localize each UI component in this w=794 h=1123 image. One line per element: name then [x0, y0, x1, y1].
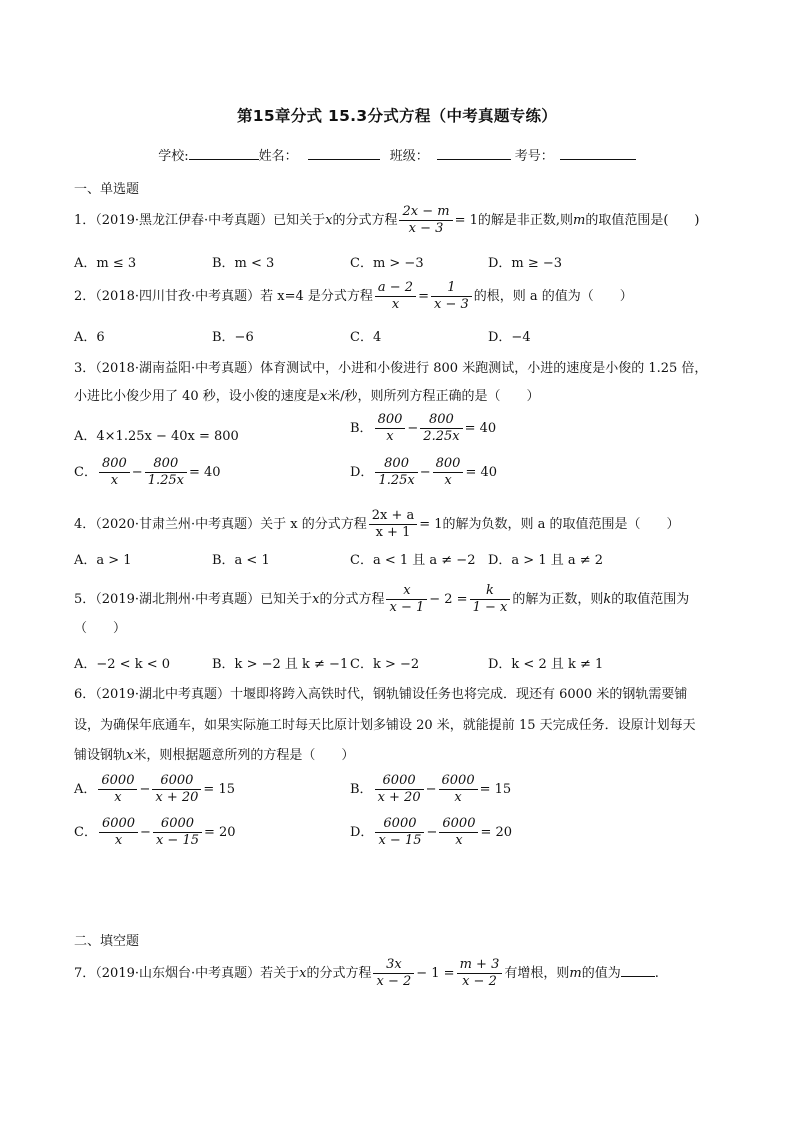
q6-option-c[interactable]: C． $\frac{6000}{x}$ − $\frac{6000}{x - 15}$ = 20	[74, 816, 236, 848]
q1-option-c[interactable]: C．m > −3	[350, 256, 424, 271]
question-7: 7．（2019·山东烟台·中考真题）若关于x的分式方程 $\frac{3x}{x - 2}$ − 1 = $\frac{m + 3}{x - 2}$ 有增根，则m的值为 .	[74, 957, 659, 989]
q2-prefix: 2．（2018·四川甘孜·中考真题）若 x=4 是分式方程	[74, 289, 373, 304]
section-heading-single-choice: 一、单选题	[74, 182, 140, 197]
question-6-line-2: 设，为确保年底通车，如果实际施工时每天比原计划多铺设 20 米，就能提前 15 天完成任务．设原计划每天	[74, 718, 696, 733]
q1-fraction: $\frac{2x - m}{x - 3}$	[399, 204, 452, 237]
q1-option-a[interactable]: A．m ≤ 3	[74, 256, 137, 271]
q6-option-b[interactable]: B． $\frac{6000}{x + 20}$ − $\frac{6000}{x}$ = 15	[350, 773, 512, 805]
q1-var: x	[325, 213, 333, 228]
question-5: 5．（2019·湖北荆州·中考真题）已知关于x的分式方程 $\frac{x}{x - 1}$ − 2 = $\frac{k}{1 - x}$ 的解为正数，则k的取值范围为	[74, 583, 690, 615]
question-1	[74, 204, 700, 237]
q2-option-a[interactable]: A．6	[74, 330, 105, 345]
class-blank[interactable]	[437, 146, 511, 160]
school-blank[interactable]	[189, 146, 259, 160]
question-4: 4．（2020·甘肃兰州·中考真题）关于 x 的分式方程 $\frac{2x + a}{x + 1}$ = 1的解为负数，则 a 的取值范围是（ ）	[74, 508, 680, 540]
q4-option-b[interactable]: B．a < 1	[212, 553, 270, 568]
name-blank[interactable]	[308, 146, 380, 160]
exam-blank[interactable]	[560, 146, 636, 160]
q4-fraction: $\frac{2x + a}{x + 1}$	[369, 508, 418, 541]
q1-eq: = 1	[454, 213, 478, 228]
q6-option-d[interactable]: D． $\frac{6000}{x - 15}$ − $\frac{6000}{x}$ = 20	[350, 816, 513, 848]
school-label: 学校:	[158, 149, 189, 164]
q2-suffix: 的根，则 a 的值为（ ）	[473, 289, 633, 304]
q1-prefix: 1．（2019·黑龙江伊春·中考真题）已知关于	[74, 213, 326, 228]
question-3-line-2: 小进比小俊少用了 40 秒，设小俊的速度是x米/秒，则所列方程正确的是（ ）	[74, 389, 540, 404]
q1-option-b[interactable]: B．m < 3	[212, 256, 275, 271]
q2-option-b[interactable]: B．−6	[212, 330, 254, 345]
q1-mid: 的分式方程	[332, 213, 398, 228]
q2-fraction-1: $\frac{a - 2}{x}$	[375, 280, 416, 313]
q5-option-a[interactable]: A．−2 < k < 0	[74, 657, 171, 672]
q6-option-a[interactable]: A． $\frac{6000}{x}$ − $\frac{6000}{x + 20}$ = 15	[74, 773, 235, 805]
question-6-line-1: 6．（2019·湖北中考真题）十堰即将跨入高铁时代，钢轨铺设任务也将完成．现还有 6000 米的钢轨需要铺	[74, 687, 688, 702]
student-info-line	[0, 145, 794, 164]
section-heading-fill-in: 二、填空题	[74, 934, 140, 949]
q3-option-a[interactable]: A．4×1.25x − 40x = 800	[74, 429, 239, 444]
q2-eq: =	[418, 289, 429, 304]
q4-option-c[interactable]: C．a < 1 且 a ≠ −2	[350, 553, 476, 568]
q1-option-d[interactable]: D．m ≥ −3	[488, 256, 563, 271]
question-6-line-3: 铺设钢轨x米，则根据题意所列的方程是（ ）	[74, 748, 355, 763]
q4-option-d[interactable]: D．a > 1 且 a ≠ 2	[488, 553, 604, 568]
class-label: 班级：	[389, 149, 429, 164]
q1-end: 的取值范围是( )	[585, 213, 700, 228]
q2-option-c[interactable]: C．4	[350, 330, 382, 345]
q5-option-c[interactable]: C．k > −2	[350, 657, 420, 672]
q2-fraction-2: $\frac{1}{x - 3}$	[431, 280, 472, 313]
question-3-line-1: 3．（2018·湖南益阳·中考真题）体育测试中，小进和小俊进行 800 米跑测试，小进的速度是小俊的 1.25 倍，	[74, 361, 708, 376]
q5-option-b[interactable]: B．k > −2 且 k ≠ −1	[212, 657, 349, 672]
q1-var2: m	[573, 213, 586, 228]
q4-option-a[interactable]: A．a > 1	[74, 553, 132, 568]
question-2	[74, 280, 633, 313]
q3-option-d[interactable]: D． $\frac{800}{1.25x}$ − $\frac{800}{x}$ = 40	[350, 456, 498, 488]
page-title: 第15章分式 15.3分式方程（中考真题专练）	[236, 107, 558, 125]
name-label: 姓名：	[258, 149, 298, 164]
exam-label: 考号：	[514, 149, 554, 164]
q5-answer-paren: （ ）	[74, 621, 127, 636]
q5-option-d[interactable]: D．k < 2 且 k ≠ 1	[488, 657, 604, 672]
q1-suffix: 的解是非正数,则	[477, 213, 574, 228]
q3-option-b[interactable]: B． $\frac{800}{x}$ − $\frac{800}{2.25x}$ = 40	[350, 412, 497, 444]
q2-option-d[interactable]: D．−4	[488, 330, 531, 345]
q7-answer-blank[interactable]	[621, 964, 655, 977]
q3-option-c[interactable]: C． $\frac{800}{x}$ − $\frac{800}{1.25x}$ = 40	[74, 456, 221, 488]
